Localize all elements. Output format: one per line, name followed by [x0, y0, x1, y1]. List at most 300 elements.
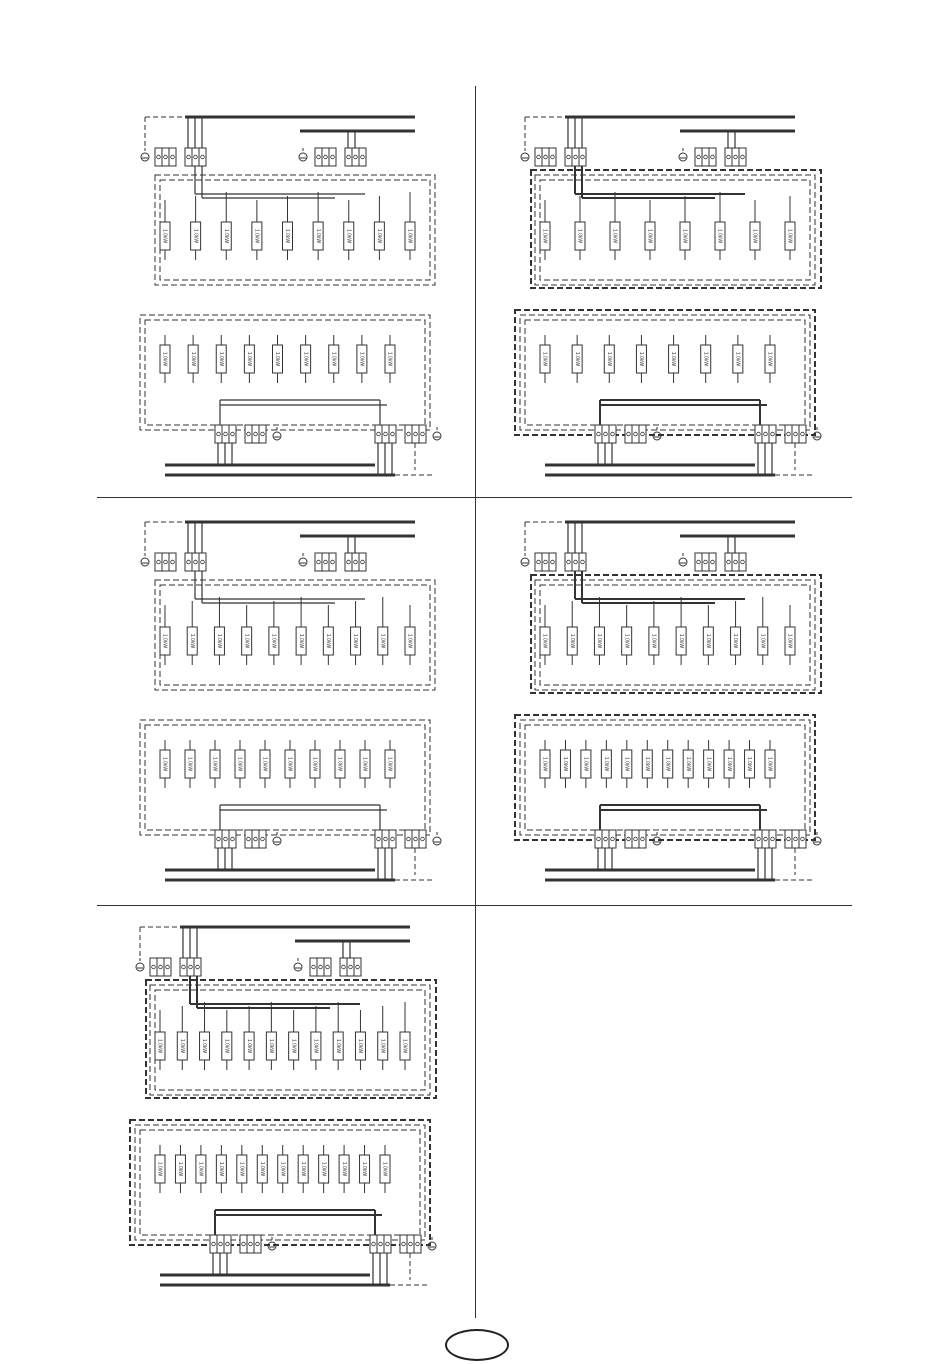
terminal-cell [322, 553, 329, 571]
terminal-cell [324, 958, 331, 976]
terminal-cell [210, 1235, 217, 1253]
terminal-cell [639, 425, 646, 443]
terminal-block-bottom-far [405, 425, 426, 443]
heating-element [400, 1022, 410, 1070]
heating-element [175, 1145, 185, 1193]
terminal-block-bottom-main [215, 425, 236, 443]
heating-element [680, 212, 690, 260]
element-rating-label: 1.0kW [334, 1038, 341, 1054]
lower-wiring-loop [145, 320, 425, 425]
heating-element [669, 335, 679, 383]
terminal-cell [164, 958, 171, 976]
terminal-cell [377, 1235, 384, 1253]
heating-element [160, 212, 170, 260]
earth-symbol [653, 427, 661, 440]
heating-element [191, 212, 201, 260]
terminal-cell [739, 148, 746, 166]
element-rating-label: 1.0kW [218, 1161, 225, 1177]
terminal-cell [405, 830, 412, 848]
element-rating-label: 1.0kW [638, 351, 645, 367]
heating-element [235, 740, 245, 788]
terminal-cell [310, 958, 317, 976]
heating-element [360, 1145, 370, 1193]
element-rating-label: 1.0kW [270, 633, 277, 649]
heating-element [257, 1145, 267, 1193]
terminal-block-far [345, 553, 366, 571]
terminal-cell [405, 425, 412, 443]
terminal-cell [609, 830, 616, 848]
terminal-cell [245, 830, 252, 848]
terminal-cell [725, 553, 732, 571]
terminal-cell [254, 1235, 261, 1253]
heating-element [210, 740, 220, 788]
terminal-block-left [535, 148, 556, 166]
terminal-cell [419, 425, 426, 443]
terminal-cell [259, 830, 266, 848]
element-rating-label: 1.0kW [161, 633, 168, 649]
heating-element [642, 740, 652, 788]
heating-element [601, 740, 611, 788]
heating-element [252, 212, 262, 260]
heating-element [196, 1145, 206, 1193]
heating-element [177, 1022, 187, 1070]
heating-element [374, 212, 384, 260]
terminal-cell [792, 425, 799, 443]
element-rating-label: 1.0kW [311, 756, 318, 772]
element-rating-label: 1.0kW [236, 756, 243, 772]
terminal-cell [414, 1235, 421, 1253]
heating-element [610, 212, 620, 260]
earth-ring [679, 153, 687, 161]
heating-element [301, 335, 311, 383]
element-rating-label: 1.0kW [246, 351, 253, 367]
terminal-block-right [315, 148, 336, 166]
heating-element [244, 1022, 254, 1070]
panel-schematic [120, 920, 440, 1300]
terminal-cell [169, 553, 176, 571]
terminal-block-left [155, 553, 176, 571]
element-rating-label: 1.0kW [623, 633, 630, 649]
lower-wiring-loop [525, 320, 805, 425]
terminal-block-bottom-main [210, 1235, 231, 1253]
terminal-cell [347, 958, 354, 976]
heating-element [683, 740, 693, 788]
terminal-cell [229, 830, 236, 848]
element-rating-label: 1.0kW [786, 633, 793, 649]
terminal-block-bottom-aux [245, 830, 266, 848]
terminal-cell [252, 830, 259, 848]
page-number-badge [445, 1329, 509, 1361]
terminal-cell [762, 425, 769, 443]
heating-element [260, 740, 270, 788]
panel-schematic [505, 110, 825, 490]
terminal-cell [222, 425, 229, 443]
heating-element [335, 740, 345, 788]
element-rating-label: 1.0kW [336, 756, 343, 772]
terminal-block-far [340, 958, 361, 976]
element-rating-label: 1.0kW [605, 351, 612, 367]
heating-element [187, 617, 197, 665]
terminal-block-bottom-right [370, 1235, 391, 1253]
heating-element [701, 335, 711, 383]
terminal-cell [162, 148, 169, 166]
terminal-cell [150, 958, 157, 976]
terminal-cell [389, 830, 396, 848]
element-rating-label: 1.0kW [211, 756, 218, 772]
element-rating-label: 1.0kW [358, 351, 365, 367]
terminal-cell [157, 958, 164, 976]
terminal-cell [579, 148, 586, 166]
terminal-block-bottom-aux [240, 1235, 261, 1253]
heating-element [594, 617, 604, 665]
heating-element [622, 740, 632, 788]
heating-element [155, 1145, 165, 1193]
heating-element [636, 335, 646, 383]
terminal-cell [240, 1235, 247, 1253]
earth-ring [299, 558, 307, 566]
heating-element [704, 740, 714, 788]
element-rating-label: 1.0kW [541, 228, 548, 244]
element-rating-label: 1.0kW [286, 756, 293, 772]
heating-element [311, 1022, 321, 1070]
earth-ring [433, 432, 441, 440]
heating-element [703, 617, 713, 665]
terminal-cell [762, 830, 769, 848]
terminal-cell [315, 148, 322, 166]
terminal-cell [625, 830, 632, 848]
heating-element [581, 740, 591, 788]
terminal-cell [739, 553, 746, 571]
element-rating-label: 1.0kW [352, 633, 359, 649]
terminal-cell [245, 425, 252, 443]
terminal-cell [247, 1235, 254, 1253]
terminal-cell [162, 553, 169, 571]
heating-element [715, 212, 725, 260]
element-rating-label: 1.0kW [684, 756, 691, 772]
element-rating-label: 1.0kW [223, 1038, 230, 1054]
terminal-cell [709, 553, 716, 571]
terminal-cell [199, 148, 206, 166]
terminal-block-left [155, 148, 176, 166]
heating-element [572, 335, 582, 383]
terminal-cell [602, 425, 609, 443]
terminal-cell [412, 425, 419, 443]
element-rating-label: 1.0kW [243, 633, 250, 649]
terminal-cell [535, 148, 542, 166]
terminal-block-right [695, 148, 716, 166]
element-rating-label: 1.0kW [245, 1038, 252, 1054]
terminal-block-left [535, 553, 556, 571]
heating-element [188, 335, 198, 383]
heating-element [160, 740, 170, 788]
terminal-cell [799, 830, 806, 848]
heating-element [785, 212, 795, 260]
element-rating-label: 1.0kW [759, 633, 766, 649]
element-rating-label: 1.0kW [386, 756, 393, 772]
terminal-cell [732, 553, 739, 571]
heating-element [405, 212, 415, 260]
element-rating-label: 1.0kW [716, 228, 723, 244]
terminal-cell [632, 830, 639, 848]
terminal-block-far [725, 148, 746, 166]
heating-element [214, 617, 224, 665]
terminal-cell [215, 425, 222, 443]
earth-ring [433, 837, 441, 845]
heating-element [724, 740, 734, 788]
heating-element [645, 212, 655, 260]
element-rating-label: 1.0kW [340, 1161, 347, 1177]
element-rating-label: 1.0kW [299, 1161, 306, 1177]
panel-schematic [125, 515, 445, 895]
element-rating-label: 1.0kW [541, 351, 548, 367]
element-rating-label: 1.0kW [325, 633, 332, 649]
element-rating-label: 1.0kW [732, 633, 739, 649]
terminal-block-bottom-far [405, 830, 426, 848]
earth-symbol [136, 958, 144, 971]
heating-element [222, 1022, 232, 1070]
element-rating-label: 1.0kW [197, 1161, 204, 1177]
element-rating-label: 1.0kW [178, 1038, 185, 1054]
element-rating-label: 1.0kW [261, 756, 268, 772]
terminal-cell [535, 553, 542, 571]
earth-symbol [273, 427, 281, 440]
terminal-cell [419, 830, 426, 848]
terminal-cell [572, 148, 579, 166]
terminal-cell [345, 553, 352, 571]
terminal-cell [352, 148, 359, 166]
element-rating-label: 1.0kW [705, 756, 712, 772]
element-rating-label: 1.0kW [268, 1038, 275, 1054]
element-rating-label: 1.0kW [177, 1161, 184, 1177]
element-rating-label: 1.0kW [284, 228, 291, 244]
earth-ring [521, 153, 529, 161]
heating-element [622, 617, 632, 665]
heating-element [378, 617, 388, 665]
row-divider-2 [97, 905, 852, 906]
element-rating-label: 1.0kW [603, 756, 610, 772]
terminal-cell [565, 148, 572, 166]
heating-element [357, 335, 367, 383]
terminal-cell [317, 958, 324, 976]
earth-symbol [141, 553, 149, 566]
element-rating-label: 1.0kW [596, 633, 603, 649]
heating-element [560, 740, 570, 788]
terminal-block-right [695, 553, 716, 571]
element-rating-label: 1.0kW [681, 228, 688, 244]
element-rating-label: 1.0kW [290, 1038, 297, 1054]
terminal-block-main [185, 148, 206, 166]
element-rating-label: 1.0kW [611, 228, 618, 244]
earth-ring [679, 558, 687, 566]
heating-element [750, 212, 760, 260]
element-rating-label: 1.0kW [258, 1161, 265, 1177]
terminal-cell [192, 148, 199, 166]
element-rating-label: 1.0kW [161, 351, 168, 367]
heating-element [319, 1145, 329, 1193]
element-rating-label: 1.0kW [670, 351, 677, 367]
heating-element [269, 617, 279, 665]
element-rating-label: 1.0kW [541, 756, 548, 772]
terminal-cell [194, 958, 201, 976]
terminal-block-left [150, 958, 171, 976]
heating-element [313, 212, 323, 260]
row-divider-1 [97, 497, 852, 498]
column-divider [475, 86, 476, 1318]
heating-element [185, 740, 195, 788]
heating-element [765, 740, 775, 788]
heating-element [323, 617, 333, 665]
heating-element [283, 212, 293, 260]
earth-ring [521, 558, 529, 566]
terminal-block-bottom-right [755, 830, 776, 848]
heating-element [160, 335, 170, 383]
earth-ring [294, 963, 302, 971]
upper-wiring-loop [160, 585, 430, 685]
element-rating-label: 1.0kW [705, 633, 712, 649]
heating-element [733, 335, 743, 383]
terminal-cell [632, 425, 639, 443]
terminal-cell [625, 425, 632, 443]
earth-symbol [268, 1237, 276, 1250]
terminal-cell [412, 830, 419, 848]
heating-element [360, 740, 370, 788]
earth-symbol [299, 148, 307, 161]
terminal-cell [579, 553, 586, 571]
element-rating-label: 1.0kW [192, 228, 199, 244]
terminal-cell [359, 553, 366, 571]
earth-symbol [433, 832, 441, 845]
heating-element [540, 335, 550, 383]
heating-element [567, 617, 577, 665]
terminal-cell [639, 830, 646, 848]
earth-symbol [679, 553, 687, 566]
element-rating-label: 1.0kW [381, 1161, 388, 1177]
earth-ring [273, 432, 281, 440]
terminal-cell [187, 958, 194, 976]
terminal-block-right [310, 958, 331, 976]
terminal-cell [769, 425, 776, 443]
heating-element [200, 1022, 210, 1070]
element-rating-label: 1.0kW [562, 756, 569, 772]
heating-element [285, 740, 295, 788]
element-rating-label: 1.0kW [386, 351, 393, 367]
terminal-cell [185, 553, 192, 571]
heating-element [339, 1145, 349, 1193]
earth-ring [273, 837, 281, 845]
heating-element [273, 335, 283, 383]
element-rating-label: 1.0kW [576, 228, 583, 244]
heating-element [575, 212, 585, 260]
heating-element [244, 335, 254, 383]
terminal-cell [702, 148, 709, 166]
heating-element [221, 212, 231, 260]
element-rating-label: 1.0kW [406, 228, 413, 244]
terminal-block-bottom-main [595, 425, 616, 443]
terminal-block-bottom-right [755, 425, 776, 443]
element-rating-label: 1.0kW [702, 351, 709, 367]
terminal-block-main [565, 553, 586, 571]
earth-symbol [433, 427, 441, 440]
heating-element [663, 740, 673, 788]
heating-element [344, 212, 354, 260]
terminal-block-bottom-aux [625, 830, 646, 848]
heating-element [385, 740, 395, 788]
earth-symbol [521, 148, 529, 161]
terminal-block-main [565, 148, 586, 166]
heating-element [540, 740, 550, 788]
element-rating-label: 1.0kW [357, 1038, 364, 1054]
element-rating-label: 1.0kW [330, 351, 337, 367]
terminal-cell [755, 425, 762, 443]
terminal-cell [155, 553, 162, 571]
terminal-cell [549, 148, 556, 166]
earth-ring [141, 558, 149, 566]
heating-element [296, 617, 306, 665]
element-rating-label: 1.0kW [643, 756, 650, 772]
terminal-cell [217, 1235, 224, 1253]
heating-element [540, 212, 550, 260]
element-rating-label: 1.0kW [379, 633, 386, 649]
terminal-cell [785, 425, 792, 443]
terminal-cell [792, 830, 799, 848]
heating-element [242, 617, 252, 665]
element-rating-label: 1.0kW [623, 756, 630, 772]
element-rating-label: 1.0kW [161, 756, 168, 772]
terminal-cell [609, 425, 616, 443]
element-rating-label: 1.0kW [582, 756, 589, 772]
terminal-cell [315, 553, 322, 571]
element-rating-label: 1.0kW [238, 1161, 245, 1177]
earth-ring [141, 153, 149, 161]
terminal-cell [252, 425, 259, 443]
terminal-cell [732, 148, 739, 166]
element-rating-label: 1.0kW [541, 633, 548, 649]
element-rating-label: 1.0kW [361, 1161, 368, 1177]
element-rating-label: 1.0kW [274, 351, 281, 367]
panel-schematic [125, 110, 445, 490]
panel-schematic [505, 515, 825, 895]
earth-ring [299, 153, 307, 161]
element-rating-label: 1.0kW [201, 1038, 208, 1054]
heating-element [378, 1022, 388, 1070]
element-rating-label: 1.0kW [302, 351, 309, 367]
earth-symbol [653, 832, 661, 845]
terminal-cell [400, 1235, 407, 1253]
terminal-block-far [725, 553, 746, 571]
terminal-block-bottom-right [375, 425, 396, 443]
heating-element [380, 1145, 390, 1193]
element-rating-label: 1.0kW [766, 756, 773, 772]
earth-symbol [141, 148, 149, 161]
terminal-block-bottom-main [215, 830, 236, 848]
terminal-cell [224, 1235, 231, 1253]
element-rating-label: 1.0kW [751, 228, 758, 244]
element-rating-label: 1.0kW [314, 228, 321, 244]
heating-element [649, 617, 659, 665]
terminal-cell [180, 958, 187, 976]
terminal-block-bottom-main [595, 830, 616, 848]
element-rating-label: 1.0kW [156, 1161, 163, 1177]
earth-symbol [521, 553, 529, 566]
terminal-cell [602, 830, 609, 848]
element-rating-label: 1.0kW [379, 1038, 386, 1054]
terminal-block-main [180, 958, 201, 976]
heating-element [329, 335, 339, 383]
terminal-cell [595, 425, 602, 443]
earth-symbol [294, 958, 302, 971]
earth-symbol [299, 553, 307, 566]
element-rating-label: 1.0kW [253, 228, 260, 244]
